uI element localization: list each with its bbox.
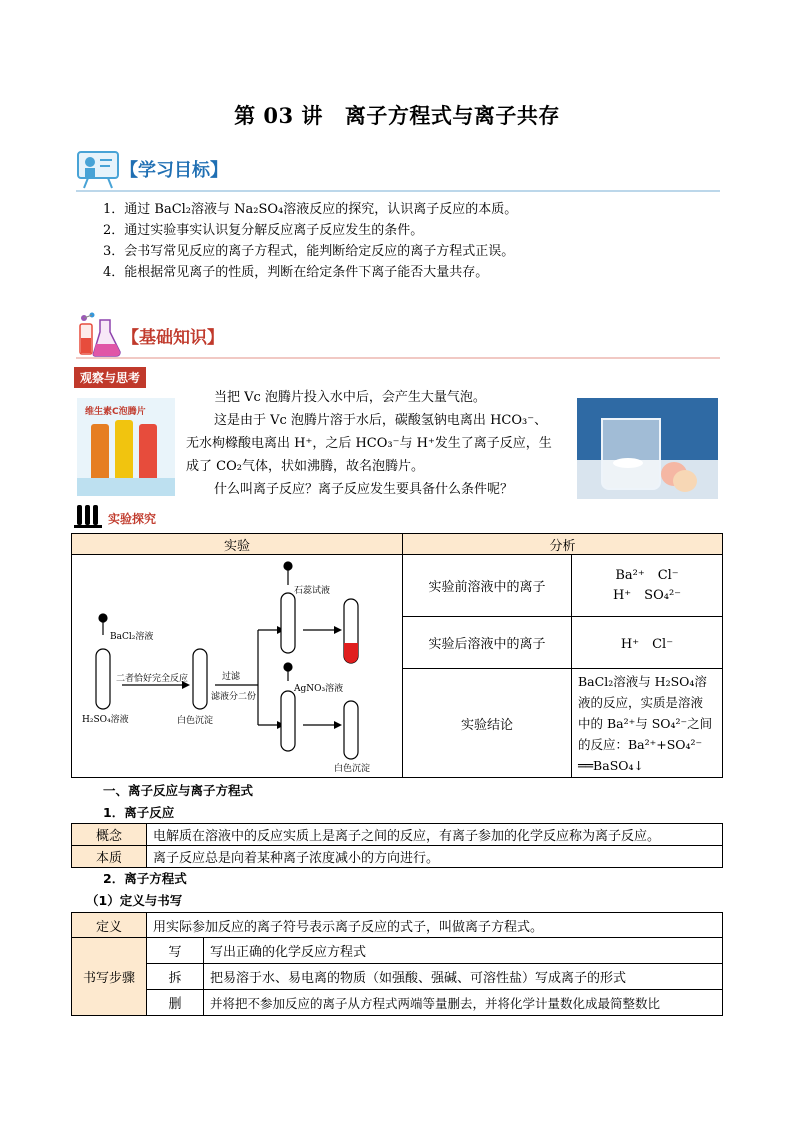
- diagram-svg: [72, 555, 402, 777]
- col-experiment: 实验: [72, 534, 403, 555]
- experiment-diagram: [72, 555, 403, 778]
- experiment-table: [71, 533, 723, 778]
- essence-label: 本质: [72, 846, 147, 868]
- label-bacl2: BaCl₂溶液: [110, 632, 154, 642]
- section1-sub1: 1．离子反应: [103, 805, 175, 820]
- goal-item-2: 2．通过实验事实认识复分解反应离子反应发生的条件。: [103, 223, 424, 238]
- goals-divider: [76, 190, 720, 192]
- row-conclusion-text: [572, 669, 723, 778]
- row-after-ions: H⁺ Cl⁻: [572, 617, 723, 669]
- dropper-agno3: [284, 663, 292, 681]
- basics-heading: 【基础知识】: [122, 328, 224, 348]
- label-white1: 白色沉淀: [177, 716, 214, 726]
- observe-line-5: 什么叫离子反应？离子反应发生要具备什么条件呢？: [214, 482, 514, 497]
- label-white2: 白色沉淀: [334, 764, 371, 774]
- conclusion-line-4: 的反应：Ba²⁺+SO₄²⁻: [578, 736, 703, 752]
- goal-item-3: 3．会书写常见反应的离子方程式，能判断给定反应的离子方程式正误。: [103, 244, 515, 259]
- essence-text: 离子反应总是向着某种离子浓度减小的方向进行。: [147, 846, 723, 868]
- step-write-key: 写: [147, 938, 204, 964]
- section1-sub3: （1）定义与书写: [86, 893, 183, 908]
- goal-item-4: 4．能根据常见离子的性质，判断在给定条件下离子能否大量共存。: [103, 265, 489, 280]
- row-after-label: 实验后溶液中的离子: [403, 617, 572, 669]
- definition-text: 用实际参加反应的离子符号表示离子反应的式子，叫做离子方程式。: [147, 913, 723, 938]
- section1-heading: 一、离子反应与离子方程式: [103, 783, 254, 798]
- step-split-key: 拆: [147, 964, 204, 990]
- page-title: [0, 100, 794, 130]
- test-tubes-icon: [74, 503, 102, 529]
- label-agno3: AgNO₃溶液: [294, 684, 344, 694]
- basics-divider: [76, 357, 720, 359]
- ions-before-1: Ba²⁺ Cl⁻: [615, 567, 679, 583]
- tube-filtrate: [281, 691, 295, 751]
- product-label: 维生素C泡腾片: [85, 407, 146, 417]
- red-solution: [344, 643, 358, 663]
- conclusion-line-1: BaCl₂溶液与 H₂SO₄溶: [578, 673, 707, 689]
- tube-h2so4: [96, 649, 110, 709]
- observe-line-1: 当把 Vc 泡腾片投入水中后，会产生大量气泡。: [214, 390, 486, 405]
- goals-icon: [74, 148, 124, 190]
- label-litmus: 石蕊试液: [294, 586, 331, 596]
- row-before-ions: [572, 555, 723, 617]
- concept-text: 电解质在溶液中的反应实质上是离子之间的反应，有离子参加的化学反应称为离子反应。: [147, 824, 723, 846]
- step-delete-key: 删: [147, 990, 204, 1016]
- section1-sub2: 2．离子方程式: [103, 871, 187, 886]
- goals-heading: 【学习目标】: [120, 160, 228, 181]
- fizzing-glass-image: [577, 398, 718, 499]
- tube-agcl: [344, 701, 358, 759]
- concept-label: 概念: [72, 824, 147, 846]
- row-before-label: 实验前溶液中的离子: [403, 555, 572, 617]
- steps-label: 书写步骤: [72, 938, 147, 1016]
- ionic-equation-table: [71, 912, 723, 1016]
- flask-icon: [76, 312, 124, 358]
- step-delete-text: 并将把不参加反应的离子从方程式两端等量删去，并将化学计量数化成最简整数比: [204, 990, 723, 1016]
- row-conclusion-label: 实验结论: [403, 669, 572, 778]
- observe-badge: 观察与思考: [74, 367, 146, 388]
- definition-label: 定义: [72, 913, 147, 938]
- dropper-bacl2: [99, 614, 107, 635]
- dropper-litmus: [284, 562, 292, 585]
- step-split-text: 把易溶于水、易电离的物质（如强酸、强碱、可溶性盐）写成离子的形式: [204, 964, 723, 990]
- label-react: 二者恰好完全反应: [116, 674, 189, 684]
- lecture-topic: 离子方程式与离子共存: [344, 103, 560, 128]
- col-analysis: 分析: [403, 534, 723, 555]
- tube-litmus: [281, 593, 295, 653]
- tube-precipitate: [193, 649, 207, 709]
- label-filter2: 滤液分二份: [211, 692, 257, 702]
- observe-line-3: 无水枸橼酸电离出 H⁺，之后 HCO₃⁻与 H⁺发生了离子反应，生: [186, 436, 552, 451]
- label-filter1: 过滤: [222, 672, 241, 682]
- observe-line-4: 成了 CO₂气体，状如沸腾，故名泡腾片。: [186, 459, 424, 474]
- experiment-badge: 实验探究: [108, 512, 157, 526]
- ion-reaction-table: [71, 823, 723, 868]
- vc-tablets-image: [77, 398, 175, 496]
- goal-item-1: 1．通过 BaCl₂溶液与 Na₂SO₄溶液反应的探究，认识离子反应的本质。: [103, 202, 518, 217]
- conclusion-line-3: 中的 Ba²⁺与 SO₄²⁻之间: [578, 715, 713, 731]
- conclusion-line-5: ══BaSO₄↓: [578, 757, 644, 773]
- observe-line-2: 这是由于 Vc 泡腾片溶于水后，碳酸氢钠电离出 HCO₃⁻、: [214, 413, 548, 428]
- label-h2so4: H₂SO₄溶液: [82, 715, 129, 725]
- conclusion-line-2: 液的反应，实质是溶液: [578, 694, 704, 710]
- step-write-text: 写出正确的化学反应方程式: [204, 938, 723, 964]
- ions-before-2: H⁺ SO₄²⁻: [612, 587, 682, 603]
- lecture-number: 第 03 讲: [234, 103, 323, 128]
